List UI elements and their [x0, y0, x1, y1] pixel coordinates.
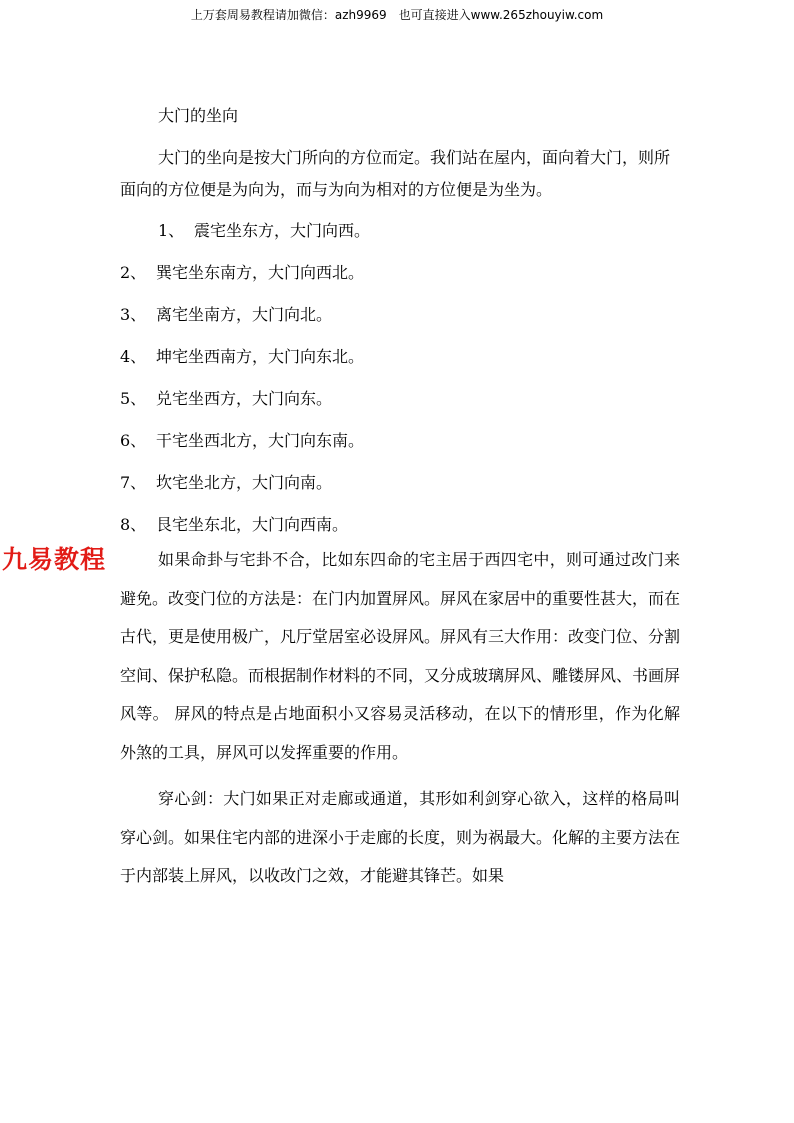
list-item-text: 离宅坐南方，大门向北。 [156, 305, 333, 324]
list-item-number: 5、 [120, 389, 147, 408]
list-item [120, 215, 680, 257]
list-item-number: 1、 [158, 221, 185, 240]
list-item-number: 2、 [120, 263, 147, 282]
list-item [120, 425, 680, 467]
list-item-text: 干宅坐西北方，大门向东南。 [156, 431, 365, 450]
intro-paragraph: 大门的坐向是按大门所向的方位而定。我们站在屋内，面向着大门，则所面向的方位便是为向为，而与为向为相对的方位便是为坐为。 [120, 148, 671, 199]
watermark-logo: 九易教程 [2, 545, 107, 574]
list-item [120, 509, 680, 541]
list-item [120, 467, 680, 509]
page-header: 上万套周易教程请加微信：azh9969 也可直接进入www.265zhouyiw.com [190, 8, 604, 22]
list-item-number: 7、 [120, 473, 147, 492]
list-item [120, 299, 680, 341]
list-item-text: 坤宅坐西南方，大门向东北。 [156, 347, 365, 366]
document-body [120, 100, 680, 904]
list-item-text: 巽宅坐东南方，大门向西北。 [156, 263, 365, 282]
list-item-number: 4、 [120, 347, 147, 366]
list-item-text: 坎宅坐北方，大门向南。 [156, 473, 333, 492]
list-item [120, 341, 680, 383]
list-item-text: 震宅坐东方，大门向西。 [194, 221, 371, 240]
list-item [120, 257, 680, 299]
list-item-text: 艮宅坐东北，大门向西南。 [156, 515, 349, 534]
section-title: 大门的坐向 [158, 106, 239, 125]
list-item-text: 兑宅坐西方，大门向东。 [156, 389, 333, 408]
screen-paragraph: 如果命卦与宅卦不合，比如东四命的宅主居于西四宅中，则可通过改门来避免。改变门位的方法是：在门内加置屏风。屏风在家居中的重要性甚大，而在古代，更是使用极广，凡厅堂居室必设屏风。屏风有三大作用：改变门位、分割空间、保护私隐。而根据制作材料的不同，又分成玻璃屏风、雕镂屏风、书画屏风等。 屏风的特点是占地面积小又容易灵活移动，在以下的情形里，作为化解外煞的工具，屏风可以发挥重要的作用。 [120, 550, 681, 762]
list-item-number: 3、 [120, 305, 147, 324]
list-item [120, 383, 680, 425]
list-item-number: 6、 [120, 431, 147, 450]
list-item-number: 8、 [120, 515, 147, 534]
sword-paragraph: 穿心剑：大门如果正对走廊或通道，其形如利剑穿心欲入，这样的格局叫穿心剑。如果住宅内部的进深小于走廊的长度，则为祸最大。化解的主要方法在于内部装上屏风，以收改门之效，才能避其锋芒。如果 [120, 789, 681, 885]
